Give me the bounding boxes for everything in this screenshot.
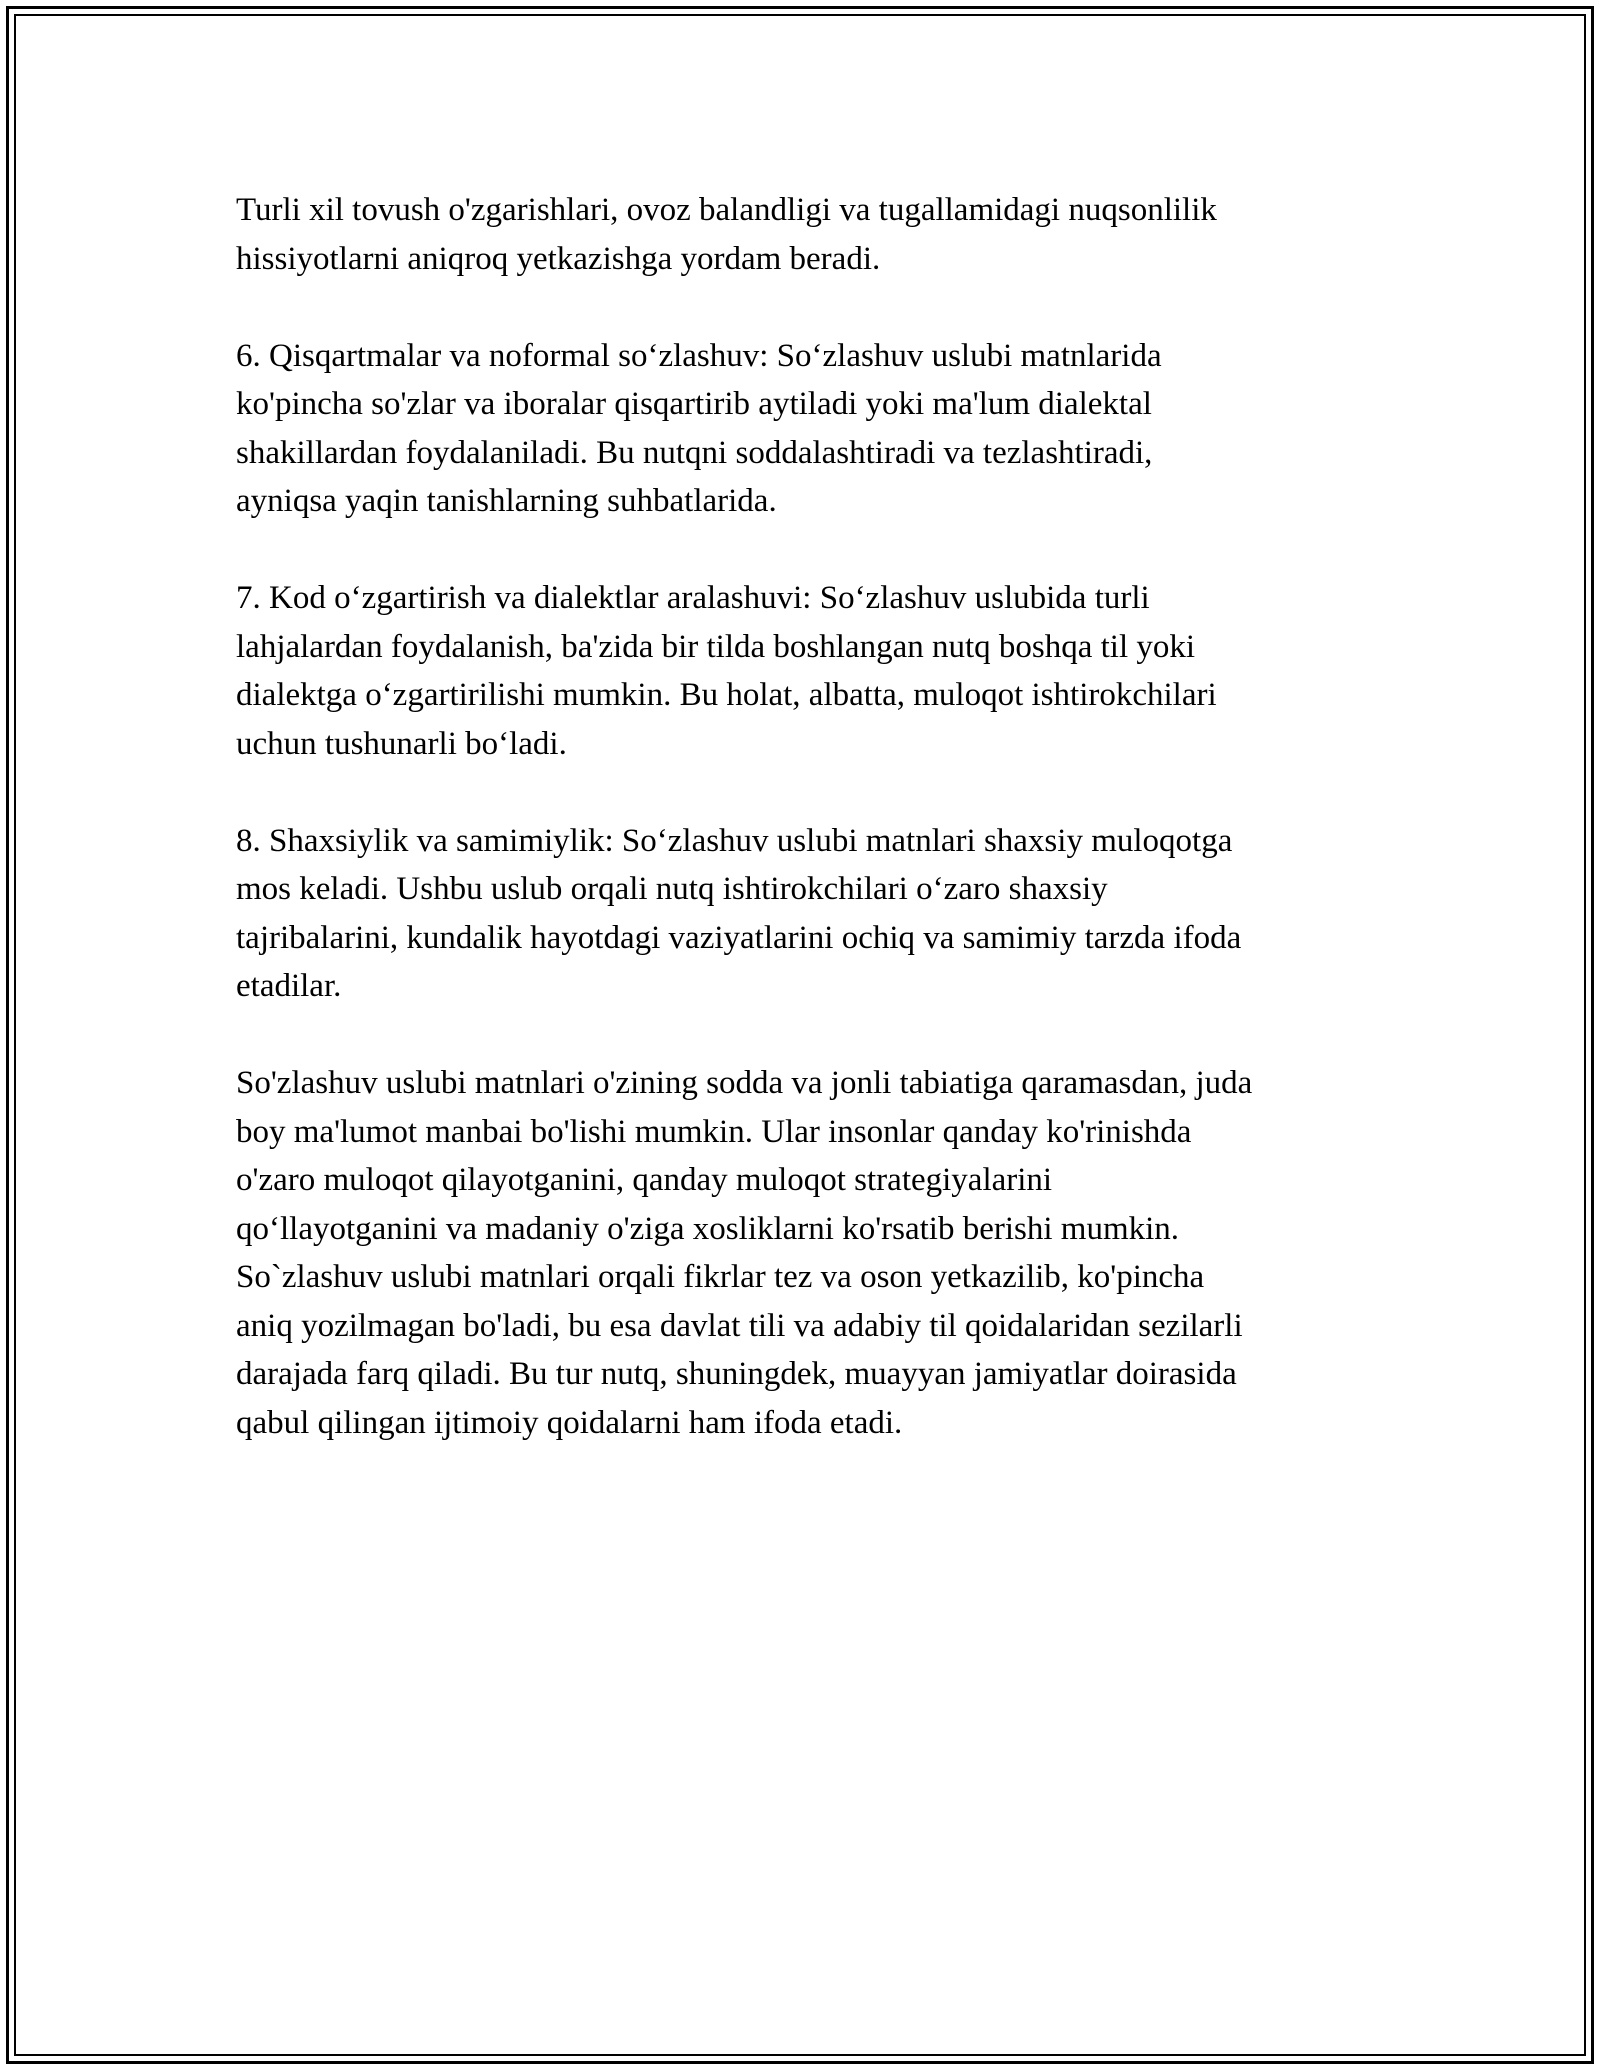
text-line: So'zlashuv uslubi matnlari o'zining sodda va jonli tabiatiga qaramasdan, juda bbox=[236, 1065, 1253, 1101]
text-line: uchun tushunarli bo‘ladi. bbox=[236, 725, 567, 762]
text-line: So`zlashuv uslubi matnlari orqali fikrlar tez va oson yetkazilib, ko'pincha bbox=[236, 1259, 1205, 1295]
text-line: 8. Shaxsiylik va samimiylik: So‘zlashuv uslubi matnlari shaxsiy muloqotga bbox=[236, 822, 1233, 859]
text-line: darajada farq qiladi. Bu tur nutq, shuningdek, muayyan jamiyatlar doirasida bbox=[236, 1356, 1237, 1392]
text-line: 6. Qisqartmalar va noformal so‘zlashuv: So‘zlashuv uslubi matnlarida bbox=[236, 337, 1162, 374]
text-line: mos keladi. Ushbu uslub orqali nutq ishtirokchilari o‘zaro shaxsiy bbox=[236, 871, 1108, 907]
text-line: etadilar. bbox=[236, 968, 342, 1004]
text-line: qabul qilingan ijtimoiy qoidalarni ham ifoda etadi. bbox=[236, 1404, 903, 1441]
text-line: shakillardan foydalaniladi. Bu nutqni soddalashtiradi va tezlashtiradi, bbox=[236, 434, 1153, 471]
text-line: boy ma'lumot manbai bo'lishi mumkin. Ular insonlar qanday ko'rinishda bbox=[236, 1113, 1192, 1150]
text-line: aniq yozilmagan bo'ladi, bu esa davlat tili va adabiy til qoidalaridan sezilarli bbox=[236, 1307, 1243, 1344]
text-line: tajribalarini, kundalik hayotdagi vaziyatlarini ochiq va samimiy tarzda ifoda bbox=[236, 919, 1242, 956]
text-line: qo‘llayotganini va madaniy o'ziga xosliklarni ko'rsatib berishi mumkin. bbox=[236, 1210, 1180, 1247]
text-line: lahjalardan foydalanish, ba'zida bir tilda boshlangan nutq boshqa til yoki bbox=[236, 628, 1196, 665]
paragraph-5 bbox=[236, 1059, 1396, 1447]
text-line: ayniqsa yaqin tanishlarning suhbatlarida. bbox=[236, 483, 777, 519]
text-line: dialektga o‘zgartirilishi mumkin. Bu holat, albatta, muloqot ishtirokchilari bbox=[236, 677, 1217, 713]
paragraph-3 bbox=[236, 574, 1396, 768]
text-line: ko'pincha so'zlar va iboralar qisqartirib aytiladi yoki ma'lum dialektal bbox=[236, 386, 1152, 422]
text-line: Turli xil tovush o'zgarishlari, ovoz balandligi va tugallamidagi nuqsonlilik bbox=[236, 192, 1217, 228]
text-line: 7. Kod o‘zgartirish va dialektlar aralashuvi: So‘zlashuv uslubida turli bbox=[236, 580, 1150, 616]
paragraph-2 bbox=[236, 332, 1396, 526]
document-body bbox=[236, 186, 1396, 1496]
paragraph-1 bbox=[236, 186, 1396, 283]
text-line: hissiyotlarni aniqroq yetkazishga yordam beradi. bbox=[236, 240, 881, 277]
paragraph-4 bbox=[236, 817, 1396, 1011]
text-line: o'zaro muloqot qilayotganini, qanday muloqot strategiyalarini bbox=[236, 1162, 1053, 1198]
